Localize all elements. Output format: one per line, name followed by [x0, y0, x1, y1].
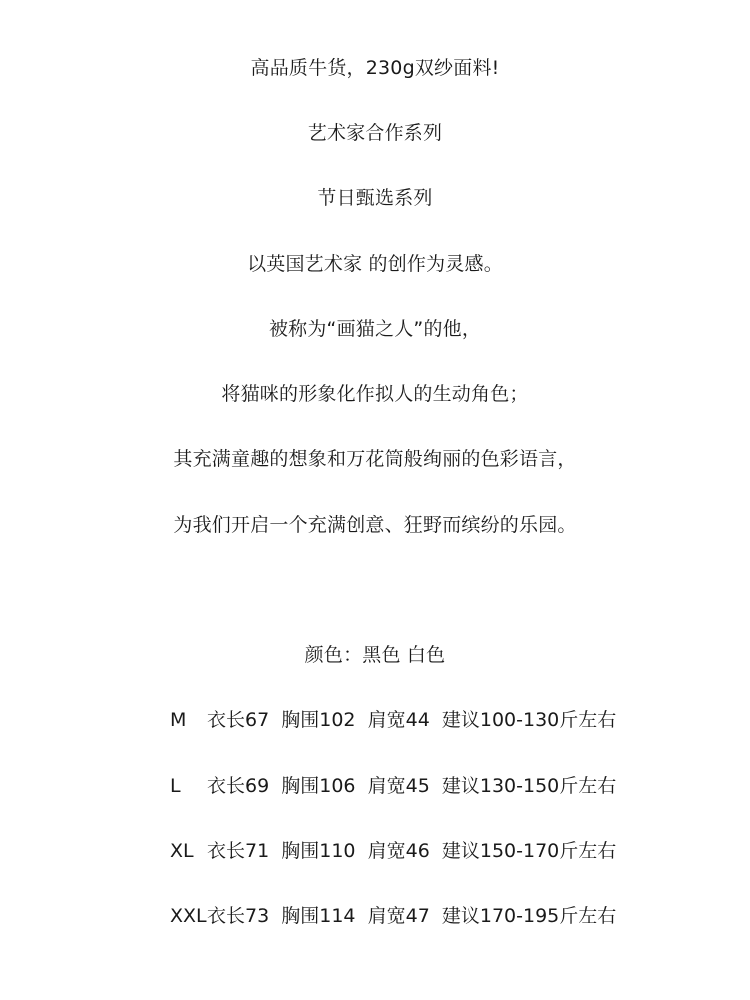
fabric-note: 高品质牛货，230g双纱面料!: [250, 57, 500, 79]
size-details: 衣长71 胸围110 肩宽46 建议150-170斤左右: [207, 840, 617, 862]
size-details: 衣长69 胸围106 肩宽45 建议130-150斤左右: [207, 775, 617, 797]
size-label: M: [170, 709, 187, 731]
size-row-xl: [170, 839, 617, 863]
size-row-m: [170, 708, 617, 732]
character-line: 将猫咪的形象化作拟人的生动角色；: [221, 383, 529, 405]
colors-line: 颜色：黑色 白色: [304, 644, 446, 666]
size-details: 衣长67 胸围102 肩宽44 建议100-130斤左右: [207, 709, 617, 731]
paradise-line: 为我们开启一个充满创意、狂野而缤纷的乐园。: [173, 514, 577, 536]
artist-nickname-line: 被称为“画猫之人”的他，: [268, 318, 482, 340]
size-row-xxl: [170, 904, 617, 928]
size-label: XXL: [170, 905, 207, 927]
size-label: XL: [170, 840, 194, 862]
size-row-l: [170, 774, 617, 798]
imagination-line: 其充满童趣的想象和万花筒般绚丽的色彩语言，: [173, 448, 577, 470]
inspiration-line: 以英国艺术家 的创作为灵感。: [247, 253, 503, 275]
holiday-series-line: 节日甄选系列: [317, 187, 433, 209]
size-label: L: [170, 775, 181, 797]
artist-series-line: 艺术家合作系列: [307, 122, 443, 144]
size-details: 衣长73 胸围114 肩宽47 建议170-195斤左右: [207, 905, 617, 927]
